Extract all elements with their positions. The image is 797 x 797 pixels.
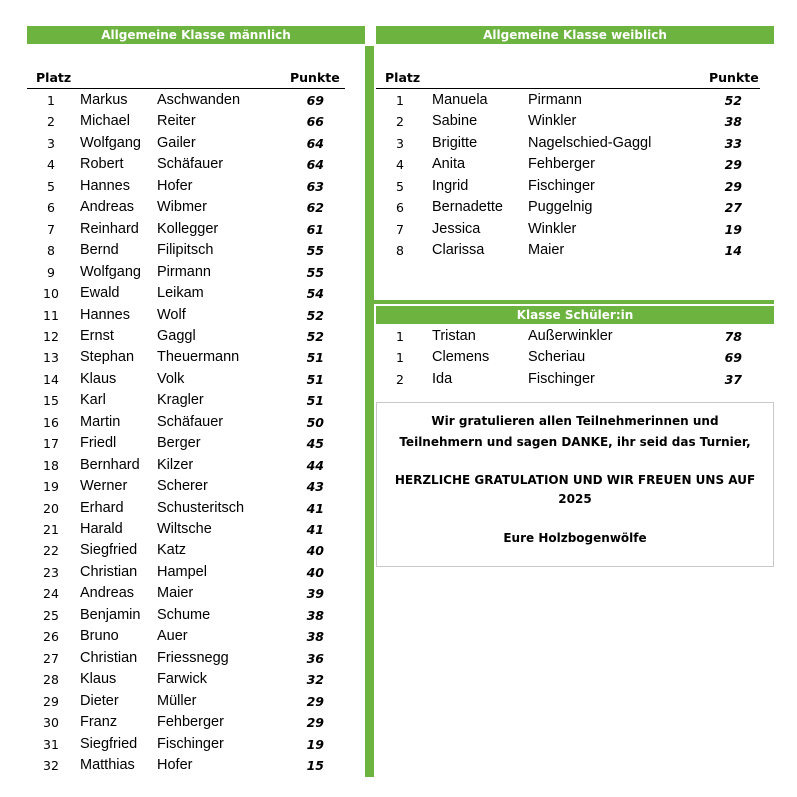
rank-cell: 7	[47, 221, 55, 237]
first-name-cell: Andreas	[80, 585, 135, 602]
rank-cell: 30	[43, 715, 59, 731]
points-cell: 32	[306, 672, 324, 688]
points-cell: 38	[306, 607, 324, 623]
last-name-cell: Schäfauer	[157, 413, 224, 430]
last-name-cell: Fischinger	[157, 735, 224, 752]
points-cell: 15	[306, 757, 324, 773]
rank-cell: 1	[396, 329, 404, 344]
rank-cell: 2	[396, 371, 404, 387]
points-cell: 62	[306, 200, 324, 216]
rank-cell: 22	[43, 543, 59, 559]
last-name-cell: Wolf	[157, 306, 186, 323]
points-cell: 29	[306, 693, 324, 709]
last-name-cell: Fehberger	[157, 714, 224, 731]
men-punkte-heading: Punkte	[290, 70, 340, 85]
last-name-cell: Wibmer	[157, 199, 207, 216]
points-cell: 51	[306, 350, 324, 366]
last-name-cell: Winkler	[528, 113, 577, 130]
rank-cell: 17	[43, 436, 59, 452]
first-name-cell: Christian	[80, 563, 138, 580]
table-row	[0, 240, 797, 261]
points-cell: 29	[306, 715, 324, 731]
first-name-cell: Klaus	[80, 671, 117, 688]
last-name-cell: Volk	[157, 370, 185, 387]
last-name-cell: Außerwinkler	[528, 328, 613, 344]
points-cell: 41	[306, 522, 324, 537]
rank-cell: 3	[47, 135, 55, 151]
first-name-cell: Ernst	[80, 327, 114, 344]
rank-cell: 1	[47, 93, 55, 108]
first-name-cell: Clarissa	[432, 242, 485, 259]
table-row	[0, 669, 797, 690]
message-signature: Eure Holzbogenwölfe	[503, 531, 647, 545]
message-line-4: 2025	[558, 492, 592, 506]
last-name-cell: Schäfauer	[157, 156, 224, 173]
last-name-cell: Fischinger	[528, 370, 595, 387]
first-name-cell: Matthias	[80, 756, 135, 773]
last-name-cell: Pirmann	[157, 263, 211, 280]
first-name-cell: Clemens	[432, 349, 490, 366]
points-cell: 37	[724, 371, 742, 387]
points-cell: 69	[724, 350, 742, 366]
message-line-1: Wir gratulieren allen Teilnehmerinnen und	[431, 414, 719, 428]
points-cell: 29	[724, 157, 742, 173]
points-cell: 38	[306, 629, 324, 645]
first-name-cell: Reinhard	[80, 220, 139, 237]
first-name-cell: Ewald	[80, 285, 120, 302]
points-cell: 27	[724, 200, 742, 216]
points-cell: 45	[306, 436, 324, 452]
last-name-cell: Puggelnig	[528, 199, 593, 216]
points-cell: 19	[306, 736, 324, 752]
first-name-cell: Robert	[80, 156, 124, 173]
rank-cell: 11	[43, 307, 59, 323]
first-name-cell: Tristan	[432, 328, 476, 344]
rank-cell: 29	[43, 693, 59, 709]
table-row	[0, 262, 797, 283]
points-cell: 33	[724, 135, 742, 151]
first-name-cell: Wolfgang	[80, 134, 141, 151]
points-cell: 54	[306, 286, 324, 302]
last-name-cell: Katz	[157, 542, 187, 559]
last-name-cell: Maier	[528, 242, 565, 259]
first-name-cell: Werner	[80, 478, 128, 495]
first-name-cell: Benjamin	[80, 606, 141, 623]
men-platz-heading: Platz	[36, 70, 72, 85]
points-cell: 51	[306, 371, 324, 387]
points-cell: 52	[306, 328, 324, 344]
rank-cell: 14	[43, 371, 59, 387]
points-cell: 39	[306, 586, 324, 602]
first-name-cell: Bernd	[80, 242, 119, 259]
women-class-header: Allgemeine Klasse weiblich	[376, 26, 774, 44]
first-name-cell: Harald	[80, 521, 123, 537]
points-cell: 43	[306, 479, 324, 495]
table-row	[0, 691, 797, 712]
table-row	[0, 283, 797, 304]
first-name-cell: Dieter	[80, 692, 119, 709]
points-cell: 52	[306, 307, 324, 323]
last-name-cell: Schume	[157, 606, 211, 623]
last-name-cell: Berger	[157, 435, 201, 452]
points-cell: 69	[306, 93, 324, 108]
table-row	[0, 347, 797, 368]
points-cell: 61	[306, 221, 324, 237]
first-name-cell: Siegfried	[80, 735, 138, 752]
rank-cell: 13	[43, 350, 59, 366]
rank-cell: 21	[43, 522, 59, 537]
table-row	[0, 583, 797, 604]
last-name-cell: Nagelschied-Gaggl	[528, 134, 652, 151]
table-row	[0, 305, 797, 326]
first-name-cell: Bernadette	[432, 199, 503, 216]
rank-cell: 9	[47, 264, 55, 280]
last-name-cell: Fehberger	[528, 156, 595, 173]
rank-cell: 7	[396, 221, 404, 237]
points-cell: 55	[306, 264, 324, 280]
table-row	[0, 734, 797, 755]
first-name-cell: Ingrid	[432, 177, 469, 194]
message-line-2: Teilnehmern und sagen DANKE, ihr seid das Turnier,	[399, 435, 751, 449]
first-name-cell: Hannes	[80, 177, 130, 194]
first-name-cell: Jessica	[432, 220, 481, 237]
rank-cell: 2	[47, 114, 55, 130]
points-cell: 36	[306, 650, 324, 666]
points-cell: 14	[724, 243, 742, 259]
first-name-cell: Ida	[432, 370, 453, 387]
table-row	[0, 626, 797, 647]
rank-cell: 16	[43, 414, 59, 430]
last-name-cell: Farwick	[157, 671, 207, 688]
women-heading-underline	[376, 88, 760, 89]
last-name-cell: Scherer	[157, 478, 208, 495]
rank-cell: 6	[396, 200, 404, 216]
rank-cell: 1	[396, 93, 404, 108]
rank-cell: 12	[43, 328, 59, 344]
first-name-cell: Karl	[80, 392, 106, 409]
message-line-3: HERZLICHE GRATULATION UND WIR FREUEN UNS AUF	[394, 473, 756, 487]
last-name-cell: Leikam	[157, 285, 204, 302]
last-name-cell: Auer	[157, 628, 188, 645]
points-cell: 52	[724, 93, 742, 108]
last-name-cell: Kollegger	[157, 220, 219, 237]
points-cell: 63	[306, 178, 324, 194]
rank-cell: 18	[43, 457, 59, 473]
last-name-cell: Reiter	[157, 113, 196, 130]
rank-cell: 20	[43, 500, 59, 516]
last-name-cell: Müller	[157, 692, 197, 709]
last-name-cell: Kragler	[157, 392, 204, 409]
first-name-cell: Erhard	[80, 499, 124, 516]
women-platz-heading: Platz	[385, 70, 421, 85]
last-name-cell: Scheriau	[528, 349, 586, 366]
points-cell: 40	[306, 564, 324, 580]
rank-cell: 8	[396, 243, 404, 259]
rank-cell: 6	[47, 200, 55, 216]
last-name-cell: Hampel	[157, 563, 207, 580]
table-row	[0, 648, 797, 669]
rank-cell: 2	[396, 114, 404, 130]
first-name-cell: Siegfried	[80, 542, 138, 559]
points-cell: 64	[306, 157, 324, 173]
table-row	[0, 712, 797, 733]
students-class-header: Klasse Schüler:in	[376, 306, 774, 324]
first-name-cell: Klaus	[80, 370, 117, 387]
first-name-cell: Wolfgang	[80, 263, 141, 280]
table-row	[0, 197, 797, 218]
first-name-cell: Hannes	[80, 306, 130, 323]
rank-cell: 8	[47, 243, 55, 259]
first-name-cell: Markus	[80, 92, 128, 108]
table-row	[0, 176, 797, 197]
points-cell: 41	[306, 500, 324, 516]
table-row	[0, 133, 797, 154]
rank-cell: 10	[43, 286, 59, 302]
points-cell: 64	[306, 135, 324, 151]
rank-cell: 3	[396, 135, 404, 151]
men-class-header: Allgemeine Klasse männlich	[27, 26, 365, 44]
table-row	[0, 219, 797, 240]
last-name-cell: Hofer	[157, 756, 193, 773]
first-name-cell: Manuela	[432, 92, 488, 108]
men-heading-underline	[27, 88, 345, 89]
last-name-cell: Kilzer	[157, 456, 194, 473]
last-name-cell: Hofer	[157, 177, 193, 194]
last-name-cell: Friessnegg	[157, 649, 229, 666]
women-punkte-heading: Punkte	[709, 70, 759, 85]
table-row	[0, 755, 797, 776]
points-cell: 50	[306, 414, 324, 430]
rank-cell: 4	[396, 157, 404, 173]
congratulation-box	[376, 402, 774, 567]
first-name-cell: Martin	[80, 413, 121, 430]
rank-cell: 32	[43, 757, 59, 773]
first-name-cell: Bruno	[80, 628, 119, 645]
last-name-cell: Gaggl	[157, 327, 196, 344]
rank-cell: 19	[43, 479, 59, 495]
rank-cell: 28	[43, 672, 59, 688]
points-cell: 38	[724, 114, 742, 130]
rank-cell: 5	[396, 178, 404, 194]
last-name-cell: Winkler	[528, 220, 577, 237]
last-name-cell: Aschwanden	[157, 92, 241, 108]
last-name-cell: Gailer	[157, 134, 196, 151]
last-name-cell: Filipitsch	[157, 242, 214, 259]
first-name-cell: Stephan	[80, 349, 135, 366]
rank-cell: 5	[47, 178, 55, 194]
points-cell: 40	[306, 543, 324, 559]
last-name-cell: Maier	[157, 585, 194, 602]
points-cell: 66	[306, 114, 324, 130]
rank-cell: 25	[43, 607, 59, 623]
rank-cell: 26	[43, 629, 59, 645]
rank-cell: 31	[43, 736, 59, 752]
points-cell: 19	[724, 221, 742, 237]
points-cell: 44	[306, 457, 324, 473]
first-name-cell: Andreas	[80, 199, 135, 216]
last-name-cell: Wiltsche	[157, 521, 212, 537]
table-row	[0, 154, 797, 175]
last-name-cell: Pirmann	[528, 92, 582, 108]
rank-cell: 27	[43, 650, 59, 666]
points-cell: 55	[306, 243, 324, 259]
rank-cell: 4	[47, 157, 55, 173]
rank-cell: 24	[43, 586, 59, 602]
last-name-cell: Theuermann	[157, 349, 240, 366]
first-name-cell: Bernhard	[80, 456, 140, 473]
last-name-cell: Fischinger	[528, 177, 595, 194]
first-name-cell: Brigitte	[432, 134, 478, 151]
rank-cell: 15	[43, 393, 59, 409]
table-row	[0, 605, 797, 626]
first-name-cell: Friedl	[80, 435, 117, 452]
first-name-cell: Anita	[432, 156, 466, 173]
last-name-cell: Schusteritsch	[157, 499, 245, 516]
points-cell: 29	[724, 178, 742, 194]
first-name-cell: Michael	[80, 113, 130, 130]
points-cell: 51	[306, 393, 324, 409]
rank-cell: 1	[396, 350, 404, 366]
table-row	[0, 90, 797, 111]
points-cell: 78	[724, 329, 742, 344]
rank-cell: 23	[43, 564, 59, 580]
first-name-cell: Franz	[80, 714, 118, 731]
table-row	[0, 111, 797, 132]
first-name-cell: Sabine	[432, 113, 478, 130]
table-row	[0, 326, 797, 347]
table-row	[0, 369, 797, 390]
first-name-cell: Christian	[80, 649, 138, 666]
